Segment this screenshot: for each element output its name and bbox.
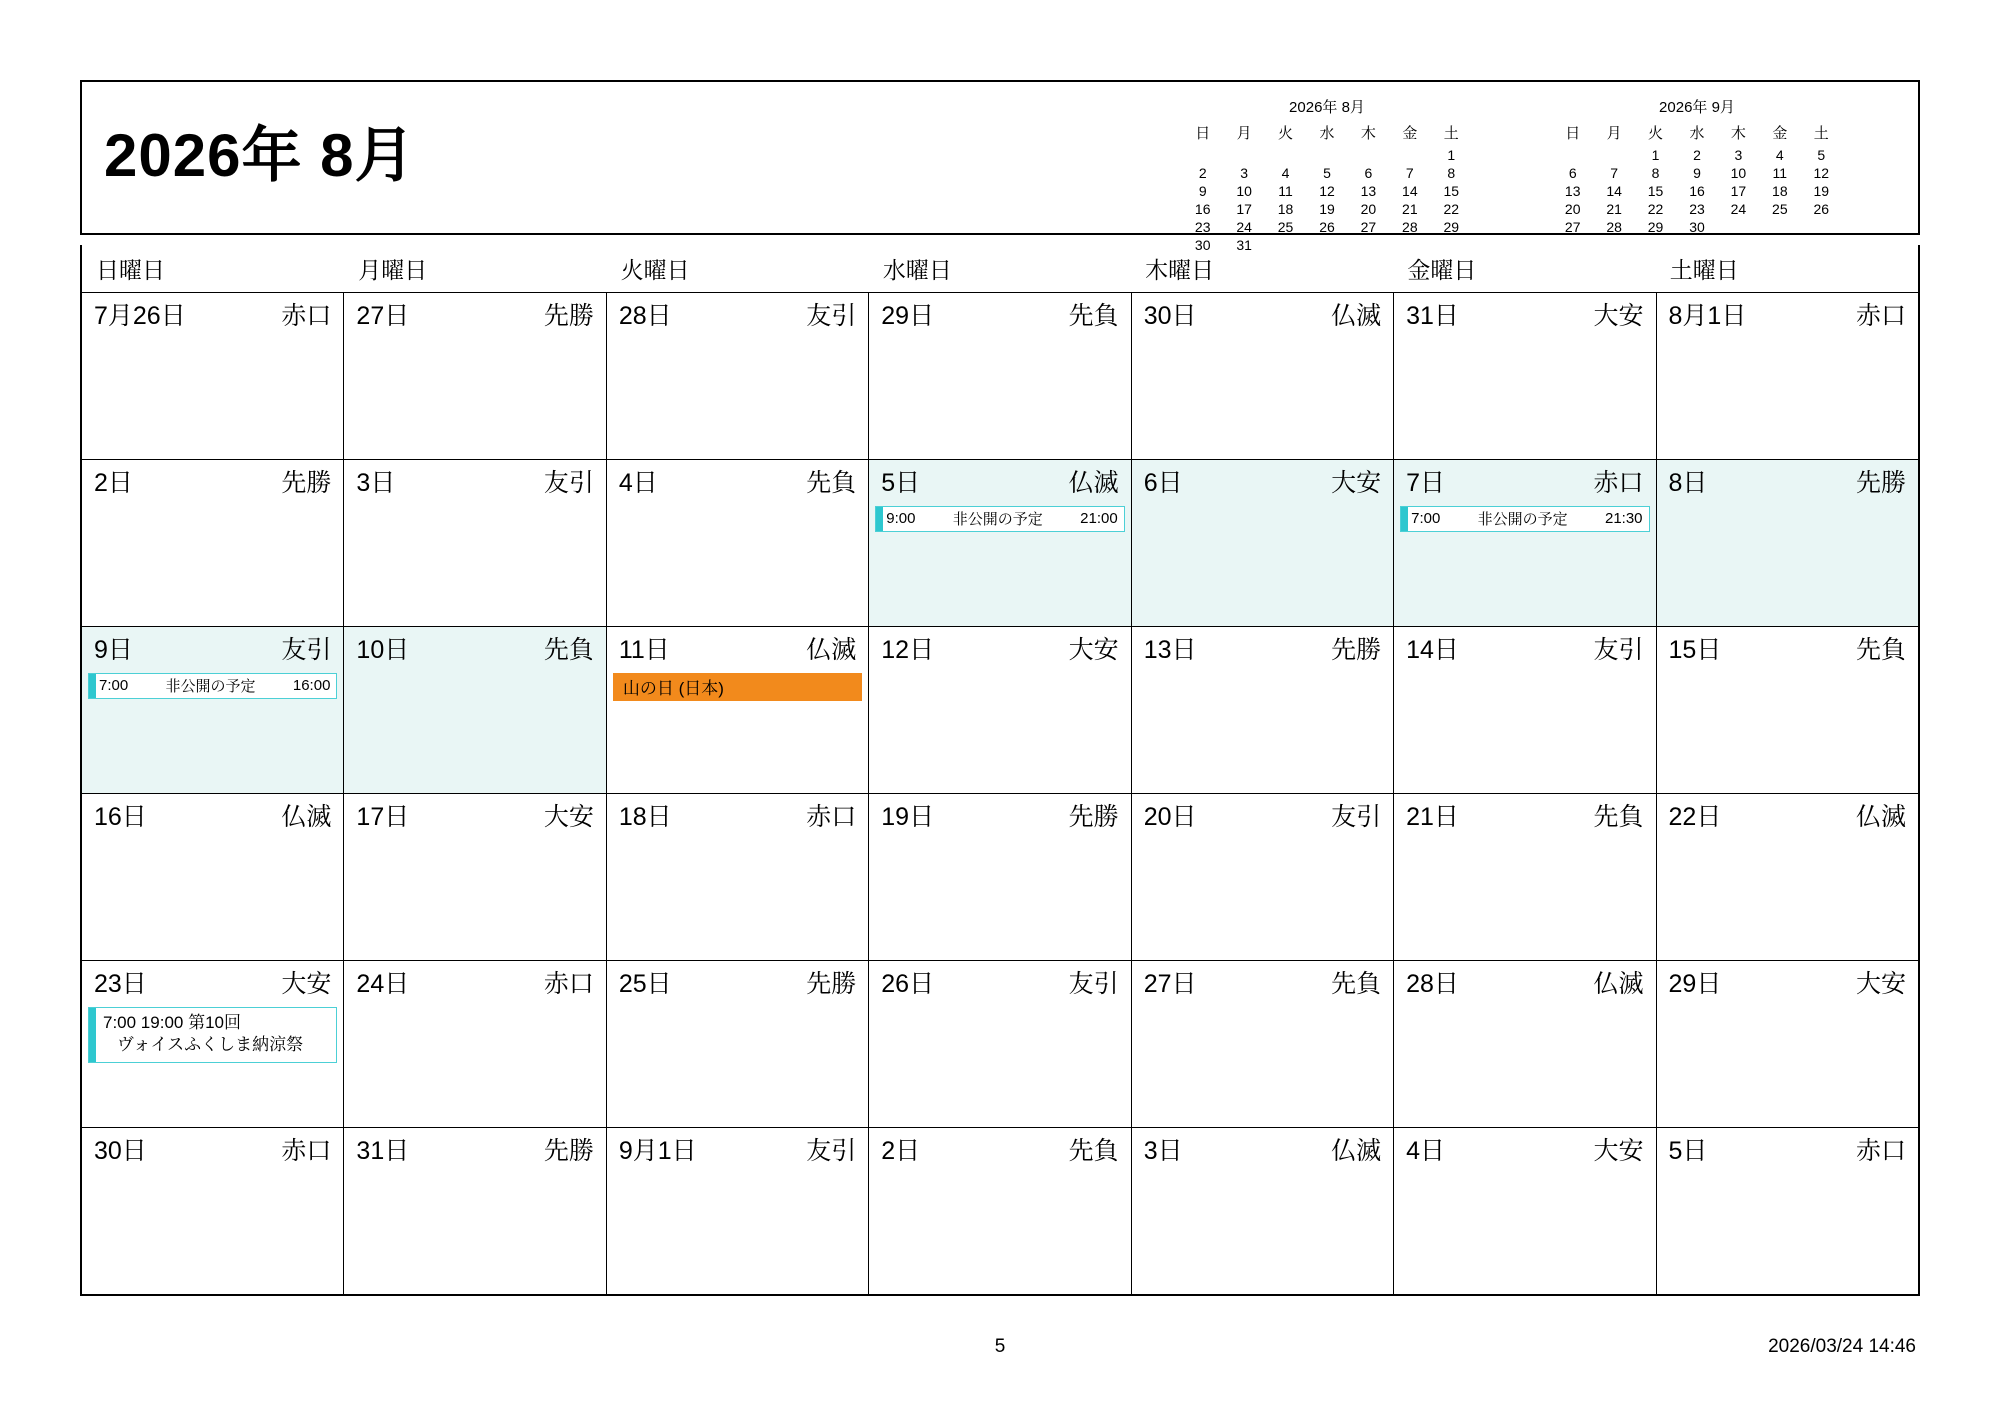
- event-list: [607, 673, 868, 701]
- mini-weekday: 水: [1689, 125, 1705, 142]
- mini-day: 10: [1730, 165, 1747, 181]
- mini-day: [1718, 218, 1759, 236]
- mini-day: [1552, 146, 1593, 164]
- page-footer: [80, 1336, 1920, 1366]
- mini-weekday: 月: [1606, 125, 1622, 142]
- day-cell[interactable]: [82, 794, 344, 960]
- day-number: 12日: [881, 636, 935, 664]
- rokuyou-label: 大安: [1593, 302, 1644, 330]
- mini-day: 11: [1772, 165, 1788, 181]
- rokuyou-label: 友引: [281, 636, 332, 664]
- rokuyou-label: 赤口: [1855, 1137, 1906, 1165]
- day-number: 20日: [1143, 803, 1197, 831]
- mini-day: 25: [1772, 201, 1788, 217]
- event-start-time: 9:00: [886, 510, 916, 527]
- day-cell[interactable]: [869, 1128, 1131, 1294]
- day-cell[interactable]: [82, 460, 344, 626]
- calendar-week: [82, 1128, 1918, 1294]
- day-number: 26日: [881, 970, 935, 998]
- day-number: 5日: [1668, 1137, 1708, 1165]
- day-number: 28日: [618, 302, 672, 330]
- rokuyou-label: 赤口: [1593, 469, 1644, 497]
- mini-day: 3: [1734, 147, 1743, 163]
- mini-week: [1182, 164, 1472, 182]
- event-list: [82, 673, 343, 699]
- day-cell[interactable]: [1394, 627, 1656, 793]
- mini-day: 9: [1693, 165, 1701, 181]
- day-cell[interactable]: [869, 794, 1131, 960]
- rokuyou-label: 先負: [1855, 636, 1906, 664]
- mini-day: [1348, 146, 1389, 164]
- day-cell[interactable]: [607, 1128, 869, 1294]
- rokuyou-label: 友引: [543, 469, 594, 497]
- mini-day: 29: [1647, 219, 1664, 235]
- day-number: 22日: [1668, 803, 1722, 831]
- weekday-header-tuesday: 火曜日: [620, 257, 690, 283]
- day-cell[interactable]: [82, 1128, 344, 1294]
- rokuyou-label: 先勝: [1068, 803, 1119, 831]
- mini-day: 24: [1730, 201, 1747, 217]
- rokuyou-label: 赤口: [281, 302, 332, 330]
- rokuyou-label: 先負: [1331, 970, 1382, 998]
- rokuyou-label: 赤口: [1855, 302, 1906, 330]
- mini-day: [1306, 236, 1347, 254]
- day-number: 5日: [881, 469, 921, 497]
- mini-day: 26: [1813, 201, 1830, 217]
- print-timestamp: 2026/03/24 14:46: [1768, 1336, 1916, 1357]
- mini-day: 15: [1443, 183, 1460, 199]
- day-cell[interactable]: [869, 293, 1131, 459]
- day-number: 27日: [356, 302, 410, 330]
- mini-day: 31: [1236, 237, 1252, 253]
- mini-day: 22: [1647, 201, 1664, 217]
- mini-day: [1265, 146, 1306, 164]
- mini-day: [1801, 218, 1842, 236]
- holiday-event-item[interactable]: [613, 673, 862, 701]
- mini-day: 6: [1568, 165, 1577, 181]
- mini-day: 5: [1817, 147, 1826, 163]
- day-number: 2日: [94, 469, 133, 497]
- mini-day: 20: [1360, 201, 1377, 217]
- mini-day: 22: [1443, 201, 1460, 217]
- rokuyou-label: 仏滅: [806, 636, 857, 664]
- mini-day: 23: [1194, 219, 1211, 235]
- day-cell[interactable]: [1132, 627, 1394, 793]
- day-cell[interactable]: [1394, 1128, 1656, 1294]
- calendar-header: [80, 80, 1920, 253]
- event-end-time: 21:30: [1604, 510, 1643, 527]
- mini-day: [1348, 236, 1389, 254]
- mini-week: [1182, 182, 1472, 200]
- rokuyou-label: 仏滅: [281, 803, 332, 831]
- calendar-page: [80, 80, 1920, 1357]
- day-cell[interactable]: [344, 293, 606, 459]
- mini-day: 26: [1319, 219, 1335, 235]
- mini-week: [1182, 218, 1472, 236]
- mini-weekday: 土: [1443, 125, 1459, 142]
- day-cell[interactable]: [607, 627, 869, 793]
- day-number: 31日: [356, 1137, 410, 1165]
- mini-day: 28: [1402, 219, 1418, 235]
- day-cell[interactable]: [607, 794, 869, 960]
- day-number: 28日: [1406, 970, 1459, 998]
- calendar-week: [82, 961, 1918, 1128]
- day-number: 17日: [356, 803, 410, 831]
- mini-day: 3: [1240, 165, 1249, 181]
- day-number: 6日: [1143, 469, 1183, 497]
- day-number: 3日: [1143, 1137, 1183, 1165]
- mini-weekday: 月: [1236, 125, 1252, 142]
- page-number: 5: [994, 1336, 1006, 1357]
- day-number: 18日: [618, 803, 672, 831]
- day-cell[interactable]: [869, 961, 1131, 1127]
- event-list: [1394, 506, 1655, 532]
- mini-day: 19: [1813, 183, 1830, 199]
- day-cell[interactable]: [1132, 460, 1394, 626]
- day-cell[interactable]: [869, 627, 1131, 793]
- day-number: 16日: [94, 803, 147, 831]
- day-number: 8月1日: [1668, 302, 1747, 330]
- day-cell[interactable]: [1394, 460, 1656, 626]
- day-number: 7月26日: [94, 302, 186, 330]
- rokuyou-label: 赤口: [806, 803, 857, 831]
- page-title: 2026年 8月: [104, 122, 416, 189]
- day-number: 23日: [94, 970, 147, 998]
- day-number: 27日: [1143, 970, 1197, 998]
- calendar-week: [82, 293, 1918, 460]
- mini-calendar-title: 2026年 9月: [1659, 99, 1735, 116]
- rokuyou-label: 先負: [1068, 1137, 1119, 1165]
- day-number: 13日: [1143, 636, 1197, 664]
- day-cell[interactable]: [344, 627, 606, 793]
- mini-day: 8: [1651, 165, 1660, 181]
- mini-day: 7: [1405, 165, 1414, 181]
- mini-day: 13: [1564, 183, 1581, 199]
- day-number: 10日: [356, 636, 410, 664]
- mini-weekday: 火: [1648, 125, 1664, 142]
- day-number: 3日: [356, 469, 396, 497]
- day-cell[interactable]: [1657, 627, 1918, 793]
- day-cell[interactable]: [607, 460, 869, 626]
- mini-week: [1552, 200, 1842, 218]
- rokuyou-label: 先勝: [543, 1137, 594, 1165]
- mini-weekday: 木: [1360, 125, 1376, 142]
- mini-day: 28: [1606, 219, 1622, 235]
- mini-day: 30: [1194, 237, 1211, 253]
- mini-day: 29: [1443, 219, 1460, 235]
- day-number: 25日: [618, 970, 672, 998]
- mini-day: [1265, 236, 1306, 254]
- mini-day: 30: [1689, 219, 1705, 235]
- mini-day: 7: [1610, 165, 1619, 181]
- day-cell[interactable]: [82, 293, 344, 459]
- mini-week: [1552, 218, 1842, 236]
- mini-weekday: 土: [1813, 125, 1829, 142]
- rokuyou-label: 仏滅: [1331, 302, 1382, 330]
- day-cell[interactable]: [344, 460, 606, 626]
- mini-calendar-august: [1182, 96, 1472, 254]
- rokuyou-label: 先負: [806, 469, 857, 497]
- day-cell[interactable]: [869, 460, 1131, 626]
- mini-day: 15: [1647, 183, 1664, 199]
- mini-day: 16: [1194, 201, 1211, 217]
- mini-calendar-grid: [1552, 122, 1842, 236]
- rokuyou-label: 先勝: [281, 469, 332, 497]
- calendar-week: [82, 460, 1918, 627]
- day-number: 24日: [356, 970, 410, 998]
- day-number: 2日: [881, 1137, 921, 1165]
- event-item[interactable]: [875, 506, 1124, 532]
- day-number: 21日: [1406, 803, 1459, 831]
- mini-day: 6: [1364, 165, 1373, 181]
- day-cell[interactable]: [1132, 794, 1394, 960]
- mini-day: 17: [1730, 183, 1747, 199]
- mini-week: [1552, 164, 1842, 182]
- day-number: 9月1日: [618, 1137, 697, 1165]
- day-cell[interactable]: [1657, 794, 1918, 960]
- rokuyou-label: 赤口: [543, 970, 594, 998]
- day-cell[interactable]: [1132, 1128, 1394, 1294]
- day-number: 29日: [881, 302, 935, 330]
- event-item[interactable]: [1400, 506, 1649, 532]
- day-number: 7日: [1406, 469, 1446, 497]
- day-cell[interactable]: [1394, 794, 1656, 960]
- mini-day: [1431, 236, 1472, 254]
- rokuyou-label: 友引: [1331, 803, 1382, 831]
- rokuyou-label: 先負: [1068, 302, 1119, 330]
- day-number: 4日: [618, 469, 658, 497]
- weekday-header-saturday: 土曜日: [1669, 257, 1739, 283]
- rokuyou-label: 先勝: [543, 302, 594, 330]
- weekday-header-thursday: 木曜日: [1145, 257, 1215, 283]
- day-number: 4日: [1406, 1137, 1446, 1165]
- mini-day: 20: [1564, 201, 1581, 217]
- rokuyou-label: 大安: [1593, 1137, 1644, 1165]
- mini-day: 21: [1402, 201, 1418, 217]
- mini-week: [1182, 236, 1472, 254]
- event-list: [82, 1007, 343, 1063]
- day-number: 15日: [1668, 636, 1722, 664]
- mini-calendar-september: [1552, 96, 1842, 236]
- mini-day: [1389, 146, 1430, 164]
- event-start-time: 7:00: [99, 677, 129, 694]
- mini-day: 24: [1236, 219, 1252, 235]
- rokuyou-label: 先勝: [1331, 636, 1382, 664]
- mini-week: [1552, 182, 1842, 200]
- mini-day: 12: [1319, 183, 1335, 199]
- day-cell[interactable]: [1394, 961, 1656, 1127]
- day-number: 29日: [1668, 970, 1722, 998]
- mini-week: [1552, 146, 1842, 164]
- day-number: 31日: [1406, 302, 1459, 330]
- weekday-header-sunday: 日曜日: [96, 257, 165, 283]
- rokuyou-label: 友引: [1593, 636, 1644, 664]
- rokuyou-label: 大安: [1331, 469, 1382, 497]
- mini-day: 21: [1606, 201, 1622, 217]
- day-cell[interactable]: [1657, 961, 1918, 1127]
- day-cell[interactable]: [1657, 293, 1918, 459]
- mini-day: 27: [1360, 219, 1377, 235]
- mini-day: [1389, 236, 1430, 254]
- mini-day: 18: [1772, 183, 1788, 199]
- mini-day: [1759, 218, 1800, 236]
- rokuyou-label: 先勝: [806, 970, 857, 998]
- day-cell[interactable]: [344, 1128, 606, 1294]
- mini-day: 10: [1236, 183, 1252, 199]
- mini-day: 19: [1319, 201, 1335, 217]
- event-line-2: ヴォイスふくしま納涼祭: [117, 1035, 304, 1055]
- holiday-title: 山の日 (日本): [622, 679, 724, 698]
- day-number: 9日: [94, 636, 133, 664]
- mini-weekday: 火: [1278, 125, 1294, 142]
- day-cell[interactable]: [344, 961, 606, 1127]
- rokuyou-label: 大安: [281, 970, 332, 998]
- event-title: 非公開の予定: [165, 678, 256, 695]
- rokuyou-label: 大安: [1855, 970, 1906, 998]
- day-cell[interactable]: [82, 961, 344, 1127]
- mini-day: [1182, 146, 1223, 164]
- mini-calendar-grid: [1182, 122, 1472, 254]
- day-cell[interactable]: [1657, 1128, 1918, 1294]
- day-cell[interactable]: [1132, 293, 1394, 459]
- rokuyou-label: 大安: [1068, 636, 1119, 664]
- day-cell[interactable]: [344, 794, 606, 960]
- mini-day: 1: [1447, 147, 1456, 163]
- mini-day: 9: [1198, 183, 1207, 199]
- calendar-week: [82, 794, 1918, 961]
- mini-day: 2: [1198, 165, 1207, 181]
- mini-weekday: 金: [1402, 125, 1418, 142]
- day-number: 30日: [1143, 302, 1197, 330]
- rokuyou-label: 友引: [1068, 970, 1119, 998]
- day-number: 8日: [1668, 469, 1708, 497]
- event-list: [869, 506, 1130, 532]
- event-title: 非公開の予定: [1477, 511, 1568, 528]
- event-start-time: 7:00: [1411, 510, 1441, 527]
- event-title: 非公開の予定: [952, 511, 1043, 528]
- rokuyou-label: 先勝: [1855, 469, 1906, 497]
- mini-day: 1: [1651, 147, 1660, 163]
- mini-day: 4: [1775, 147, 1784, 163]
- rokuyou-label: 友引: [806, 1137, 857, 1165]
- mini-week: [1182, 146, 1472, 164]
- mini-weekday: 水: [1319, 125, 1335, 142]
- rokuyou-label: 赤口: [281, 1137, 332, 1165]
- rokuyou-label: 仏滅: [1331, 1137, 1382, 1165]
- mini-day: 5: [1323, 165, 1331, 181]
- calendar-week: [82, 627, 1918, 794]
- mini-day: 16: [1689, 183, 1705, 199]
- day-number: 14日: [1406, 636, 1459, 664]
- mini-day: 8: [1447, 165, 1456, 181]
- mini-day: 14: [1402, 183, 1418, 199]
- rokuyou-label: 仏滅: [1855, 803, 1906, 831]
- rokuyou-label: 先負: [1593, 803, 1644, 831]
- day-cell[interactable]: [1132, 961, 1394, 1127]
- mini-calendar-title: 2026年 8月: [1289, 99, 1365, 116]
- day-number: 19日: [881, 803, 935, 831]
- rokuyou-label: 大安: [543, 803, 594, 831]
- day-cell[interactable]: [1394, 293, 1656, 459]
- weekday-header-friday: 金曜日: [1407, 257, 1477, 283]
- rokuyou-label: 仏滅: [1593, 970, 1644, 998]
- mini-week: [1182, 200, 1472, 218]
- day-number: 30日: [94, 1137, 147, 1165]
- event-end-time: 21:00: [1080, 510, 1118, 527]
- mini-day: [1306, 146, 1347, 164]
- mini-day: 23: [1689, 201, 1705, 217]
- event-line-1: 7:00 19:00 第10回: [103, 1012, 241, 1032]
- day-cell[interactable]: [82, 627, 344, 793]
- mini-day: [1223, 146, 1264, 164]
- day-cell[interactable]: [607, 961, 869, 1127]
- mini-day: 2: [1693, 147, 1701, 163]
- day-number: 11日: [618, 636, 670, 664]
- event-end-time: 16:00: [292, 677, 331, 694]
- day-cell[interactable]: [607, 293, 869, 459]
- mini-weekday: 日: [1565, 125, 1581, 142]
- weekday-header-monday: 月曜日: [358, 257, 428, 283]
- event-item[interactable]: [88, 1007, 337, 1063]
- mini-weekday: 木: [1730, 125, 1746, 142]
- mini-day: 25: [1277, 219, 1294, 235]
- weekday-header-row: [80, 245, 1920, 293]
- mini-day: 17: [1236, 201, 1252, 217]
- mini-day: 4: [1281, 165, 1290, 181]
- rokuyou-label: 仏滅: [1068, 469, 1119, 497]
- event-item[interactable]: [88, 673, 337, 699]
- mini-day: 11: [1278, 183, 1293, 199]
- rokuyou-label: 先負: [543, 636, 594, 664]
- mini-weekday: 日: [1195, 125, 1211, 142]
- mini-day: [1593, 146, 1634, 164]
- mini-day: 12: [1813, 165, 1830, 181]
- calendar-grid: [80, 293, 1920, 1296]
- mini-day: 13: [1360, 183, 1377, 199]
- mini-day: 18: [1277, 201, 1294, 217]
- day-cell[interactable]: [1657, 460, 1918, 626]
- mini-day: 14: [1606, 183, 1622, 199]
- rokuyou-label: 友引: [806, 302, 857, 330]
- mini-day: 27: [1564, 219, 1581, 235]
- weekday-header-wednesday: 水曜日: [882, 257, 952, 283]
- mini-weekday: 金: [1772, 125, 1788, 142]
